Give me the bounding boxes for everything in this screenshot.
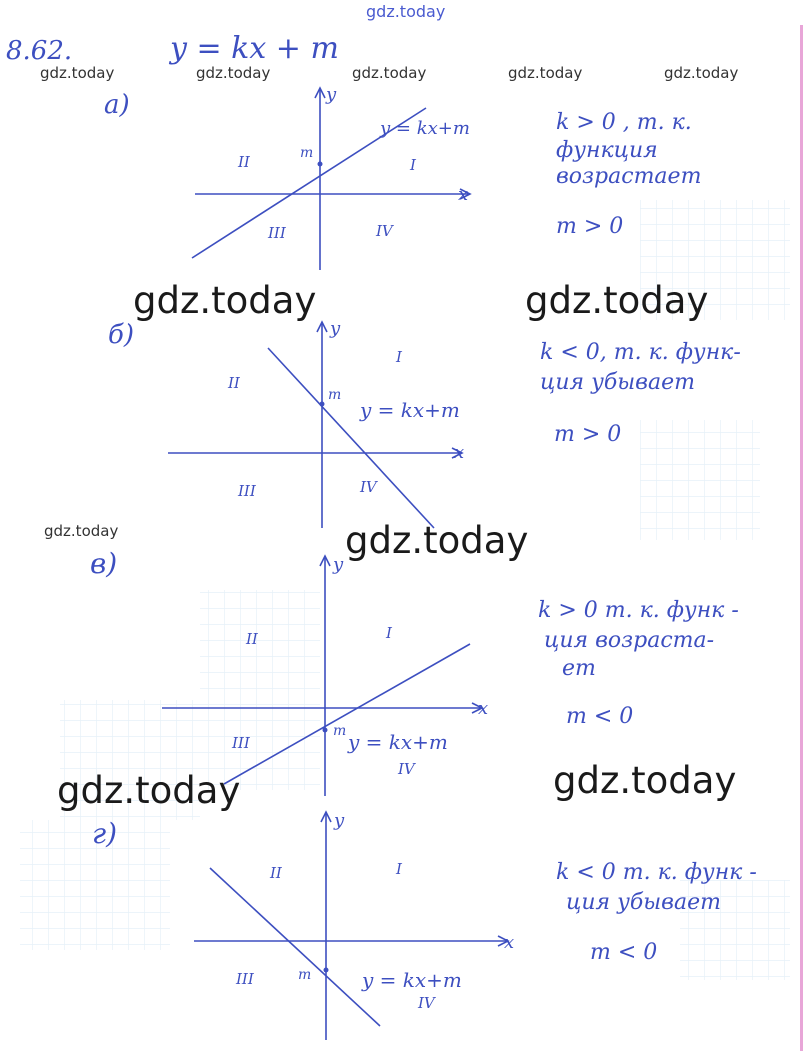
part-d-quadrant-1: I [396, 860, 402, 878]
part-a-point-label: m [300, 145, 314, 161]
watermark-small: gdz.today [40, 64, 115, 82]
part-d-quadrant-3: III [236, 970, 254, 988]
part-d-equation: y = kx+m [362, 968, 462, 992]
part-b-point-label: m [328, 387, 342, 403]
part-c-label: в) [90, 547, 118, 580]
watermark-big: gdz.today [553, 759, 737, 802]
part-a-label: а) [104, 90, 130, 120]
part-c-note-line: k > 0 т. к. функ - [538, 598, 739, 623]
part-d-quadrant-2: II [270, 864, 282, 882]
part-b-quadrant-1: I [396, 348, 402, 366]
part-b-quadrant-3: III [238, 482, 256, 500]
part-a-axis-y: y [326, 84, 337, 105]
part-c-note-line: ция возраста- [544, 628, 715, 653]
watermark-small: gdz.today [196, 64, 271, 82]
part-d-label: г) [92, 817, 118, 850]
watermark-small: gdz.today [44, 522, 119, 540]
part-a-note-line: возрастает [556, 164, 702, 189]
part-d-point-label: m [298, 967, 312, 983]
part-d-m-condition: m < 0 [590, 940, 658, 965]
watermark-big: gdz.today [345, 519, 529, 562]
watermark-small: gdz.today [508, 64, 583, 82]
part-b-label: б) [108, 320, 135, 350]
part-b-quadrant-4: IV [360, 478, 377, 496]
part-c-quadrant-3: III [232, 734, 250, 752]
part-a-quadrant-3: III [268, 224, 286, 242]
part-b-axis-y: y [330, 318, 341, 339]
part-a-note-line: k > 0 , т. к. [556, 110, 692, 135]
watermark-top: gdz.today [366, 2, 446, 21]
part-d-note-line: k < 0 т. к. функ - [556, 860, 757, 885]
part-c-equation: y = kx+m [348, 730, 448, 754]
part-c-note-line: ет [562, 656, 596, 681]
part-d-axis-x: x [504, 932, 515, 953]
problem-number: 8.62. [6, 36, 73, 66]
watermark-small: gdz.today [664, 64, 739, 82]
part-c-axis-x: x [478, 698, 489, 719]
part-b-note-line: ция убывает [540, 370, 695, 395]
function-line [210, 864, 380, 1026]
part-b-note-line: k < 0, т. к. функ- [540, 340, 741, 365]
part-b-m-condition: m > 0 [554, 422, 622, 447]
part-d-axis-y: y [334, 810, 345, 831]
part-a-quadrant-1: I [410, 156, 416, 174]
part-a-equation: y = kx+m [380, 118, 470, 139]
watermark-big: gdz.today [57, 769, 241, 812]
part-d-quadrant-4: IV [418, 994, 435, 1012]
part-b-equation: y = kx+m [360, 398, 460, 422]
part-c-m-condition: m < 0 [566, 704, 634, 729]
part-c-axis-y: y [333, 554, 344, 575]
part-a-quadrant-2: II [238, 153, 250, 171]
part-c-quadrant-4: IV [398, 760, 415, 778]
part-b-quadrant-2: II [228, 374, 240, 392]
watermark-small: gdz.today [352, 64, 427, 82]
part-a-m-condition: m > 0 [556, 214, 624, 239]
watermark-big: gdz.today [133, 279, 317, 322]
part-d-note-line: ция убывает [566, 890, 721, 915]
part-c-quadrant-1: I [386, 624, 392, 642]
part-a-note-line: функция [556, 138, 658, 163]
part-a-quadrant-4: IV [376, 222, 393, 240]
intercept-point [324, 968, 329, 973]
part-a-axis-x: x [458, 184, 469, 205]
part-c-point-label: m [333, 723, 347, 739]
part-b-axis-x: x [454, 442, 465, 463]
watermark-big: gdz.today [525, 279, 709, 322]
problem-formula: y = kx + m [170, 31, 339, 66]
part-c-quadrant-2: II [246, 630, 258, 648]
